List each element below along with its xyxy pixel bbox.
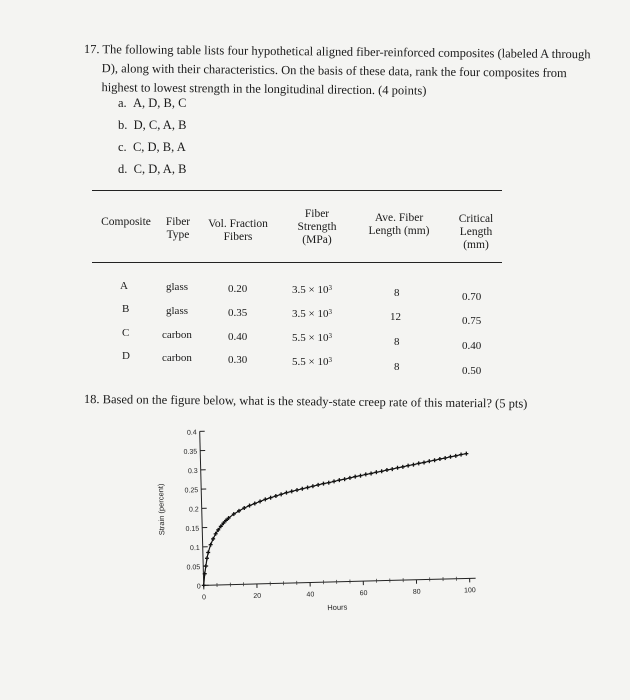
data-point: [205, 556, 209, 560]
cell-composite: A: [120, 280, 128, 292]
series-line: [200, 454, 469, 586]
cell-strength-exp: 3: [328, 284, 332, 292]
data-point: [306, 485, 310, 489]
data-point: [284, 491, 288, 495]
data-point: [327, 481, 331, 485]
data-point: [348, 476, 352, 480]
data-point: [279, 492, 283, 496]
cell-critical: 0.50: [462, 365, 482, 377]
table-top-rule: [92, 190, 502, 191]
question-18: 18. Based on the figure below, what is the steady-state creep rate of this material? (5 pts): [83, 392, 528, 411]
y-axis-label: Strain (percent): [156, 483, 167, 536]
data-point: [269, 496, 273, 500]
x-axis-label: Hours: [327, 602, 348, 613]
question-17-line2: D), along with their characteristics. On the basis of these data, rank the four composites from: [101, 61, 567, 81]
data-point: [343, 477, 347, 481]
cell-strength: 3.5 × 10: [292, 308, 329, 320]
cell-type: glass: [166, 281, 188, 293]
data-point: [364, 472, 368, 476]
data-point: [406, 464, 410, 468]
cell-critical: 0.75: [462, 315, 482, 327]
data-point: [380, 469, 384, 473]
cell-composite: C: [122, 327, 130, 339]
option-b-letter: b.: [118, 118, 128, 132]
cell-strength: 5.5 × 10: [292, 356, 329, 368]
y-tick-label: 0.1: [189, 544, 200, 553]
y-tick-label: 0.25: [184, 487, 199, 495]
data-point: [204, 564, 208, 568]
question-17-line3: highest to lowest strength in the longitudinal direction. (4 points): [101, 80, 427, 98]
cell-critical: 0.40: [462, 340, 482, 352]
x-tick-label: 60: [359, 590, 368, 598]
data-point: [258, 499, 262, 503]
data-point: [337, 478, 341, 482]
y-tick-label: 0.4: [186, 429, 197, 437]
data-point: [433, 458, 437, 462]
data-point: [316, 483, 320, 487]
data-point: [390, 467, 394, 471]
option-c-letter: c.: [118, 140, 127, 154]
option-d-letter: d.: [118, 162, 128, 176]
cell-length: 8: [394, 287, 400, 299]
data-point: [353, 475, 357, 479]
creep-chart: [150, 418, 510, 633]
header-composite: Composite: [101, 216, 151, 228]
y-tick-label: 0.3: [187, 467, 198, 476]
data-point: [321, 482, 325, 486]
x-tick-label: 100: [464, 587, 476, 595]
cell-type: carbon: [162, 352, 192, 364]
data-point: [332, 479, 336, 483]
data-point: [464, 452, 468, 456]
cell-type: carbon: [162, 329, 192, 341]
table-header-rule: [92, 262, 502, 263]
data-point: [206, 550, 210, 554]
cell-composite: B: [122, 303, 130, 315]
x-tick-label: 0: [202, 594, 207, 602]
y-tick-label: 0.35: [183, 448, 198, 457]
cell-vf: 0.40: [228, 331, 248, 343]
y-tick-label: 0.15: [185, 525, 200, 534]
option-a[interactable]: [118, 96, 186, 111]
option-a-text: A, D, B, C: [132, 96, 187, 110]
data-point: [422, 460, 426, 464]
data-point: [459, 453, 463, 457]
cell-length: 8: [394, 361, 400, 373]
cell-strength: 5.5 × 10: [292, 332, 329, 344]
y-tick-label: 0.2: [188, 506, 199, 514]
data-point: [290, 489, 294, 493]
option-d-text: C, D, A, B: [133, 162, 187, 176]
cell-type: glass: [166, 305, 188, 317]
header-critical-length: Critical Length (mm): [458, 213, 494, 251]
option-b[interactable]: [118, 118, 186, 133]
option-b-text: D, C, A, B: [133, 118, 187, 132]
data-point: [411, 463, 415, 467]
data-point: [202, 583, 206, 587]
data-point: [374, 470, 378, 474]
question-17-number: 17.: [83, 41, 100, 57]
data-point: [311, 484, 315, 488]
header-ave-length: Ave. Fiber Length (mm): [368, 212, 430, 237]
cell-length: 12: [390, 311, 401, 323]
y-tick-label: 0.05: [186, 564, 201, 572]
data-point: [369, 471, 373, 475]
data-point: [427, 459, 431, 463]
question-17-line1: The following table lists four hypothetical aligned fiber-reinforced composites (labeled A through: [102, 42, 591, 62]
data-point: [274, 494, 278, 498]
y-tick-label: 0: [196, 583, 201, 591]
cell-strength-exp: 3: [328, 356, 332, 364]
data-point: [438, 457, 442, 461]
cell-composite: D: [122, 350, 130, 362]
header-vol-fraction: Vol. Fraction Fibers: [208, 218, 268, 243]
cell-strength: 3.5 × 10: [292, 284, 329, 296]
data-point: [385, 468, 389, 472]
cell-strength-exp: 3: [328, 308, 332, 316]
option-c-text: C, D, B, A: [132, 140, 186, 154]
x-tick-label: 80: [412, 588, 421, 596]
option-d[interactable]: [118, 162, 186, 177]
data-point: [401, 465, 405, 469]
cell-length: 8: [394, 336, 400, 348]
cell-vf: 0.35: [228, 307, 248, 319]
data-point: [263, 497, 267, 501]
cell-vf: 0.20: [228, 283, 248, 295]
data-point: [211, 537, 215, 541]
data-point: [443, 456, 447, 460]
data-point: [417, 461, 421, 465]
x-tick-label: 40: [306, 591, 315, 599]
data-point: [253, 501, 257, 505]
option-a-letter: a.: [118, 96, 127, 110]
cell-strength-exp: 3: [328, 332, 332, 340]
cell-critical: 0.70: [462, 291, 482, 303]
header-fiber-type: Fiber Type: [165, 216, 191, 241]
data-point: [395, 466, 399, 470]
data-point: [295, 488, 299, 492]
x-axis-line: [204, 578, 476, 585]
header-fiber-strength: Fiber Strength (MPa): [297, 208, 337, 246]
data-point: [358, 474, 362, 478]
question-17: [83, 40, 604, 102]
data-point: [300, 487, 304, 491]
data-point: [247, 504, 251, 508]
cell-vf: 0.30: [228, 354, 248, 366]
data-point: [448, 455, 452, 459]
option-c[interactable]: [118, 140, 186, 155]
data-point: [209, 543, 213, 547]
data-point: [454, 454, 458, 458]
x-tick-label: 20: [253, 592, 262, 601]
